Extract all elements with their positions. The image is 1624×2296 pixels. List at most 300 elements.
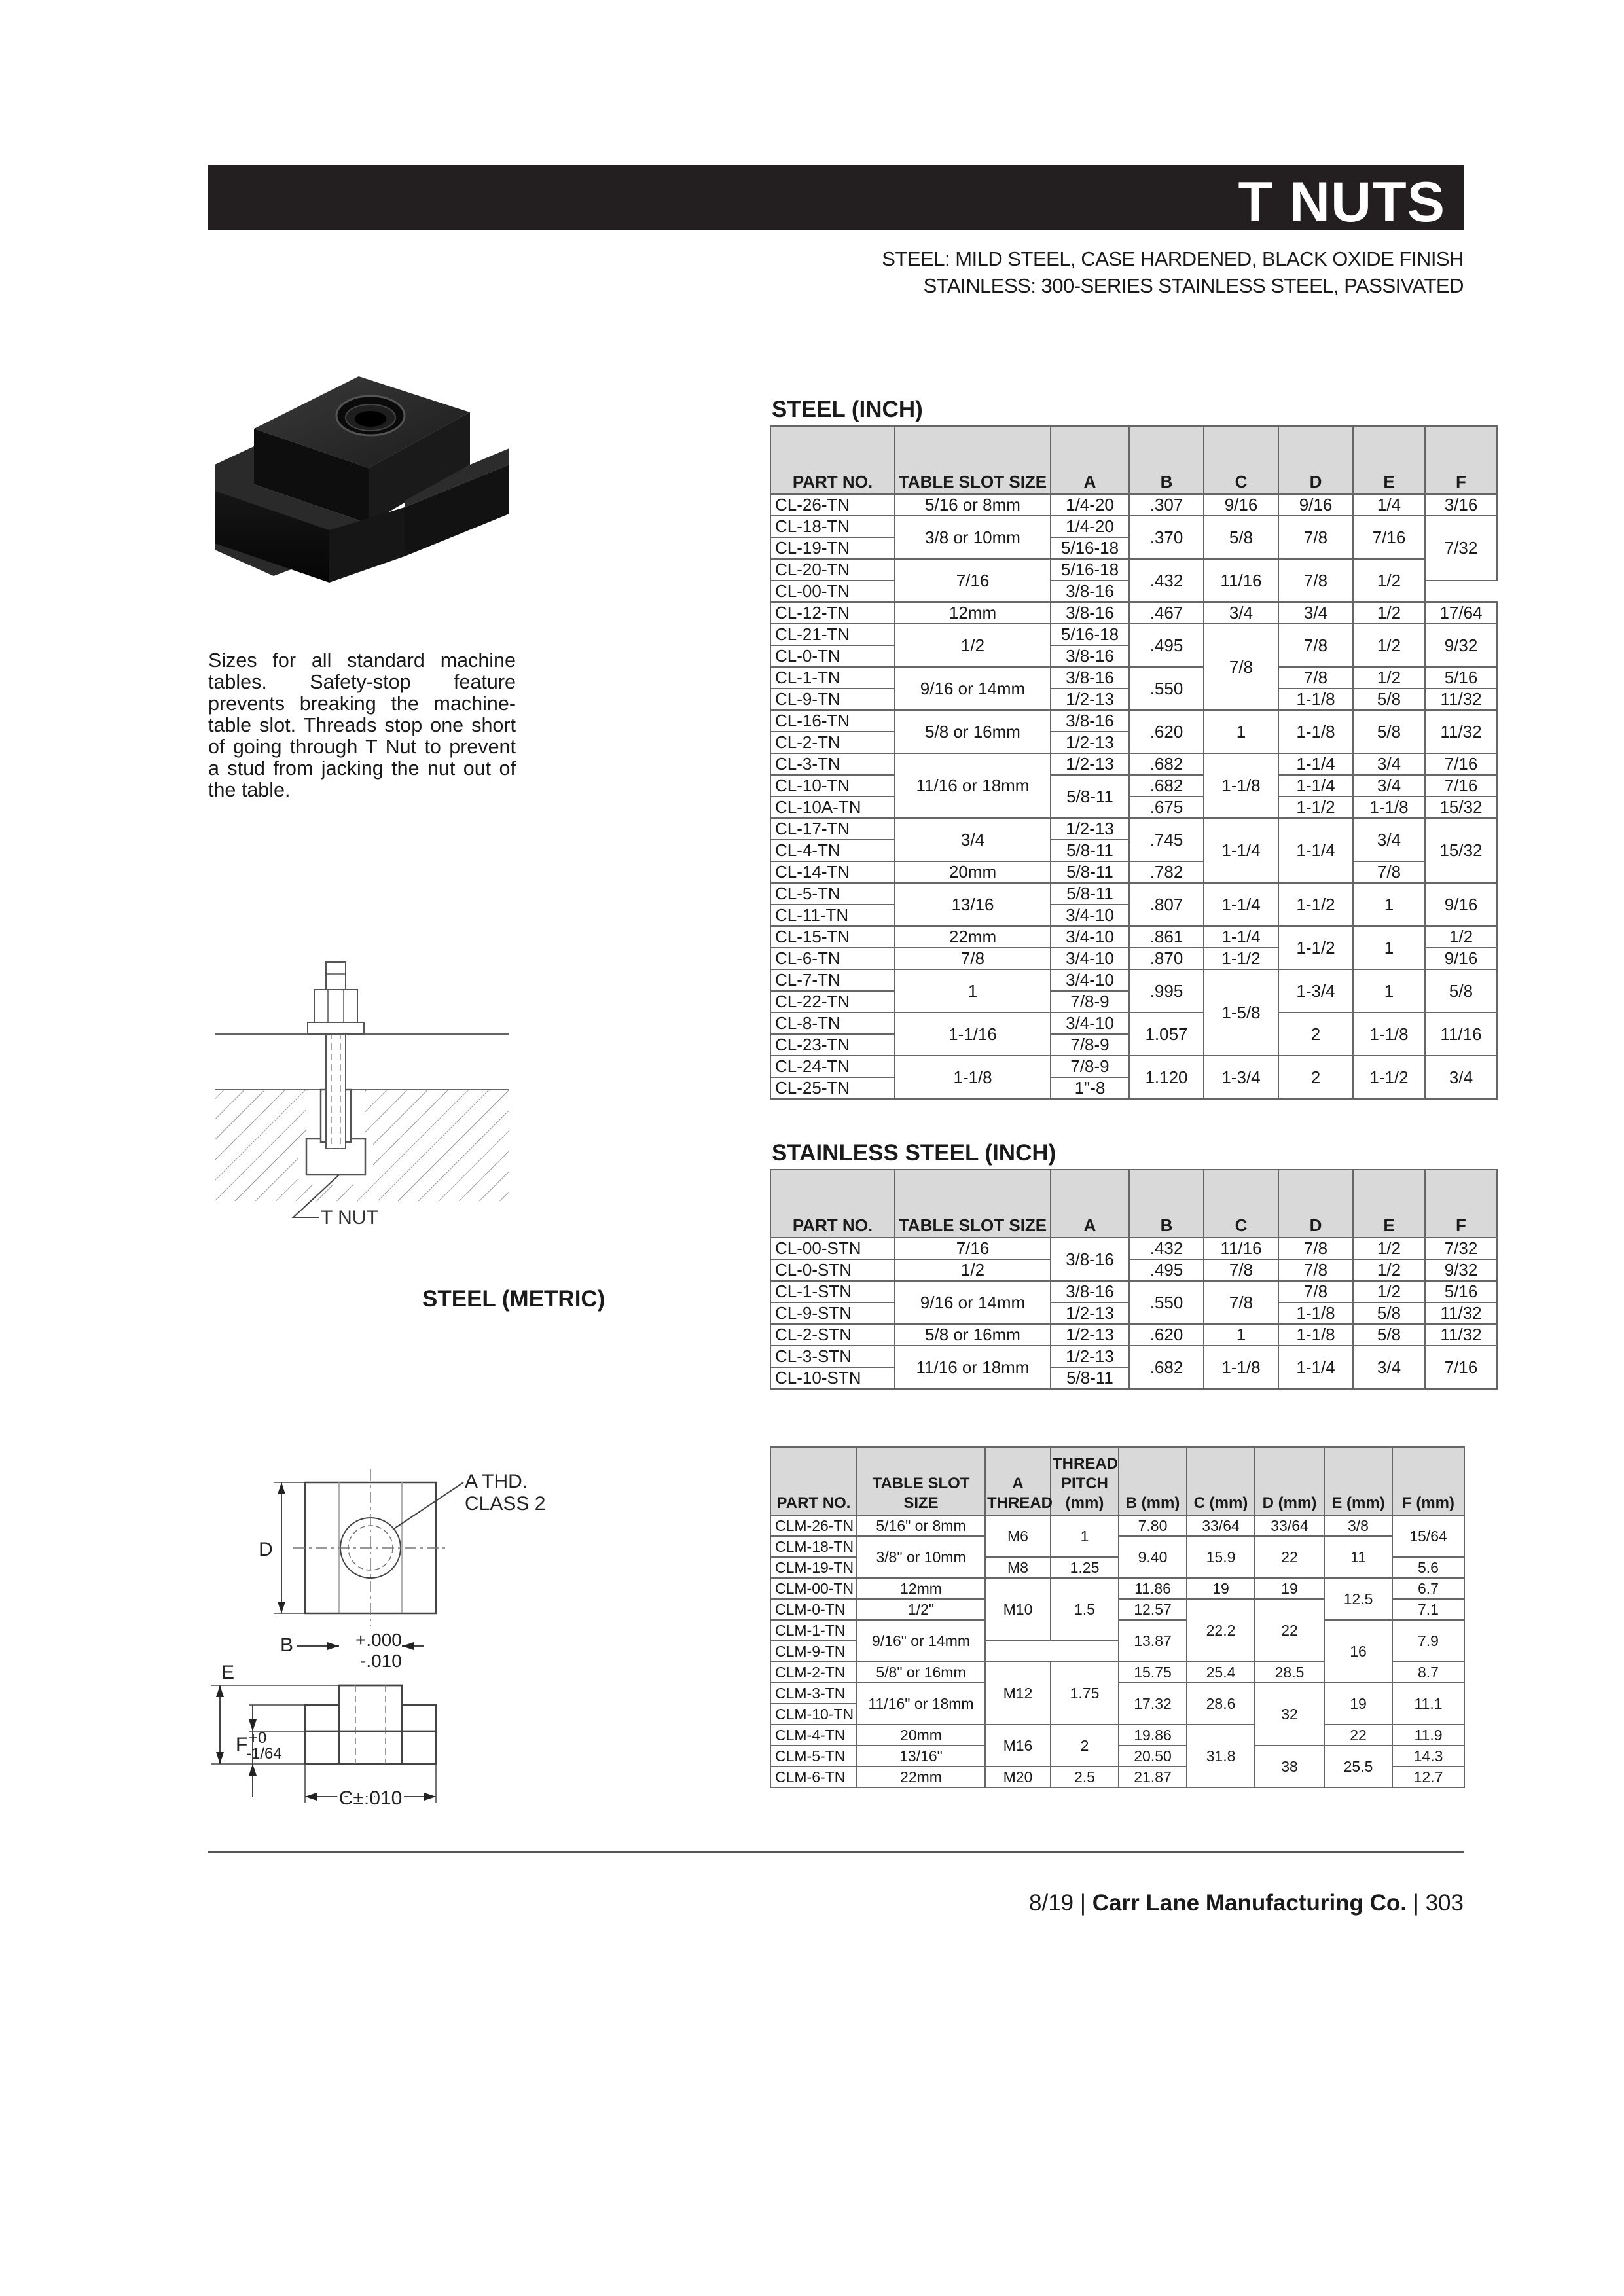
table-cell: 7/16 (895, 1238, 1051, 1259)
table-cell: 13/16" (857, 1746, 985, 1767)
table-cell: 7/8 (1278, 624, 1353, 667)
table-cell: 28.6 (1187, 1683, 1255, 1725)
stainless-inch-table (770, 1169, 1498, 1390)
tnut-label: T NUT (321, 1207, 378, 1229)
part-number-cell: CL-11-TN (770, 905, 895, 926)
table-cell: 9/32 (1425, 624, 1497, 667)
table-cell: .870 (1129, 948, 1204, 969)
dim-b-plus: +.000 (355, 1630, 402, 1650)
table-cell: 3/4 (1278, 602, 1353, 624)
spec-line-steel: STEEL: MILD STEEL, CASE HARDENED, BLACK OXIDE FINISH (882, 247, 1464, 270)
dim-a-thd: A THD. (465, 1471, 528, 1492)
table-cell: 5/8 (1425, 969, 1497, 1013)
table-cell: 5/8 (1353, 689, 1425, 710)
part-number-cell: CL-26-TN (770, 494, 895, 516)
table-cell: 20mm (895, 861, 1051, 883)
table-cell: 7/8 (1204, 1281, 1278, 1324)
table-row (770, 1259, 1497, 1281)
table-cell: 5/16-18 (1051, 559, 1129, 581)
part-number-cell: CL-9-STN (770, 1302, 895, 1324)
table-cell: 11.86 (1119, 1578, 1187, 1599)
table-cell: 1-1/2 (1353, 1056, 1425, 1099)
table-cell: M16 (985, 1725, 1051, 1767)
table-row (770, 1281, 1497, 1302)
table-cell: 3/4-10 (1051, 969, 1129, 991)
table-cell: 7/8 (1278, 1259, 1353, 1281)
table-cell: 19 (1255, 1578, 1324, 1599)
col-e: E (1353, 426, 1425, 494)
table-cell: 2 (1051, 1725, 1119, 1767)
table-cell: 1/2 (895, 1259, 1051, 1281)
table-cell: 1/2-13 (1051, 689, 1129, 710)
part-number-cell: CL-10-TN (770, 775, 895, 797)
table-cell: 1-1/4 (1278, 818, 1353, 883)
table-cell: 5/8-11 (1051, 861, 1129, 883)
steel-inch-table (770, 425, 1498, 1100)
table-cell: 1 (1204, 710, 1278, 753)
part-number-cell: CLM-1-TN (770, 1620, 857, 1641)
part-number-cell: CL-5-TN (770, 883, 895, 905)
table-cell: 3/4-10 (1051, 1013, 1129, 1034)
table-cell: 17/64 (1425, 602, 1497, 624)
table-cell: 7/16 (1425, 1346, 1497, 1389)
product-description: Sizes for all standard machine tables. Safety-stop feature prevents breaking the machine-table slot. Threads stop one short of going through T Nut to prevent a stud from jacking the nut out of the table. (208, 649, 516, 801)
table-row (770, 667, 1497, 689)
table-cell: 38 (1255, 1746, 1324, 1787)
table-cell: 9/16 (1278, 494, 1353, 516)
col-c-mm: C (mm) (1187, 1447, 1255, 1515)
table-cell: 5/16-18 (1051, 624, 1129, 645)
table-cell: 22mm (895, 926, 1051, 948)
footer (1029, 1890, 1464, 1916)
table-cell: 1-1/8 (1278, 689, 1353, 710)
table-cell: 1-1/4 (1204, 926, 1278, 948)
dim-f: F (236, 1734, 248, 1755)
table-cell: 15.75 (1119, 1662, 1187, 1683)
table-cell: 1-1/8 (1353, 1013, 1425, 1056)
table-cell: .550 (1129, 667, 1204, 710)
table-cell: 15/64 (1392, 1515, 1464, 1557)
table-cell: .682 (1129, 775, 1204, 797)
table-cell: 1-1/2 (1278, 883, 1353, 926)
col-b-mm: B (mm) (1119, 1447, 1187, 1515)
part-number-cell: CLM-00-TN (770, 1578, 857, 1599)
table-row (770, 797, 1497, 818)
table-cell: 19 (1324, 1683, 1392, 1725)
table-cell: 1/4-20 (1051, 516, 1129, 537)
table-row (770, 602, 1497, 624)
part-number-cell: CL-18-TN (770, 516, 895, 537)
col-b: B (1129, 426, 1204, 494)
table-cell: 19 (1187, 1578, 1255, 1599)
table-cell: 7/16 (1425, 775, 1497, 797)
steel-inch-rows (770, 494, 1497, 1099)
table-row (770, 1013, 1497, 1034)
steel-inch-heading: STEEL (INCH) (772, 397, 923, 422)
table-cell: 32 (1255, 1683, 1324, 1746)
table-cell: 7/8-9 (1051, 1034, 1129, 1056)
table-cell: 33/64 (1187, 1515, 1255, 1536)
part-number-cell: CLM-26-TN (770, 1515, 857, 1536)
table-cell: .682 (1129, 1346, 1204, 1389)
part-number-cell: CL-1-TN (770, 667, 895, 689)
part-number-cell: CLM-3-TN (770, 1683, 857, 1704)
table-cell: 15/32 (1425, 818, 1497, 883)
table-cell: 9/16" or 14mm (857, 1620, 985, 1662)
part-number-cell: CL-17-TN (770, 818, 895, 840)
table-cell: 1/2-13 (1051, 1324, 1129, 1346)
table-cell: 1-1/4 (1204, 883, 1278, 926)
table-cell: M20 (985, 1767, 1051, 1787)
tnut-photo (208, 367, 522, 615)
part-number-cell: CL-6-TN (770, 948, 895, 969)
tnut-section-diagram (208, 942, 549, 1244)
table-cell: 7/16 (895, 559, 1051, 602)
part-number-cell: CL-21-TN (770, 624, 895, 645)
table-cell: 33/64 (1255, 1515, 1324, 1536)
table-cell: 1-1/8 (1353, 797, 1425, 818)
table-cell: .782 (1129, 861, 1204, 883)
part-number-cell: CL-14-TN (770, 861, 895, 883)
dim-class2: CLASS 2 (465, 1493, 546, 1515)
table-cell: 9/16 or 14mm (895, 1281, 1051, 1324)
table-cell: 1/2 (1353, 1259, 1425, 1281)
table-cell: 1-3/4 (1204, 1056, 1278, 1099)
table-cell: 1-3/4 (1278, 969, 1353, 1013)
table-cell: 20.50 (1119, 1746, 1187, 1767)
table-cell: 3/8-16 (1051, 667, 1129, 689)
col-table-slot-size: TABLE SLOT SIZE (857, 1447, 985, 1515)
part-number-cell: CL-20-TN (770, 559, 895, 581)
table-cell: .370 (1129, 516, 1204, 559)
table-row (770, 926, 1497, 948)
table-cell: 11/16" or 18mm (857, 1683, 985, 1725)
table-cell: .620 (1129, 710, 1204, 753)
table-cell: 3/4-10 (1051, 926, 1129, 948)
col-f: F (1425, 1170, 1497, 1238)
table-cell: 1/2 (1353, 624, 1425, 667)
table-cell: 1/2 (1425, 926, 1497, 948)
table-cell: 11/32 (1425, 710, 1497, 753)
table-cell: M12 (985, 1662, 1051, 1725)
table-cell: 6.7 (1392, 1578, 1464, 1599)
table-cell: 22.2 (1187, 1599, 1255, 1662)
table-cell: 22 (1255, 1599, 1324, 1662)
table-cell: 9/16 or 14mm (895, 667, 1051, 710)
table-cell: 3/8-16 (1051, 581, 1129, 602)
part-number-cell: CL-0-TN (770, 645, 895, 667)
table-cell: 1 (895, 969, 1051, 1013)
table-cell: 5/8 (1353, 1324, 1425, 1346)
col-thread-pitch: THREAD PITCH (mm) (1051, 1447, 1119, 1515)
part-number-cell: CLM-18-TN (770, 1536, 857, 1557)
table-cell: 5/16 (1425, 1281, 1497, 1302)
steel-metric-table (770, 1446, 1465, 1788)
table-cell: 1-5/8 (1204, 969, 1278, 1056)
table-cell: 1-1/4 (1278, 753, 1353, 775)
part-number-cell: CLM-9-TN (770, 1641, 857, 1662)
table-cell: 1-1/8 (1278, 710, 1353, 753)
table-cell: 7/16 (1425, 753, 1497, 775)
part-number-cell: CLM-4-TN (770, 1725, 857, 1746)
col-part-no: PART NO. (770, 426, 895, 494)
table-cell: 11/16 or 18mm (895, 1346, 1051, 1389)
table-cell: 11/16 (1204, 559, 1278, 602)
table-cell: 20mm (857, 1725, 985, 1746)
table-cell: 1/2 (1353, 559, 1425, 602)
table-cell: 5/8-11 (1051, 775, 1129, 818)
table-cell: 1 (1204, 1324, 1278, 1346)
table-cell: 5/16" or 8mm (857, 1515, 985, 1536)
dim-f-plus: +0 (249, 1729, 267, 1747)
col-e: E (1353, 1170, 1425, 1238)
part-number-cell: CL-00-STN (770, 1238, 895, 1259)
table-cell: 5/8" or 16mm (857, 1662, 985, 1683)
table-cell: 25.5 (1324, 1746, 1392, 1787)
table-cell: 5/8 (1353, 1302, 1425, 1324)
footer-date: 8/19 (1029, 1890, 1074, 1916)
table-cell: 7/8 (1278, 559, 1353, 602)
table-cell: 1.120 (1129, 1056, 1204, 1099)
dim-c: C±.010 (338, 1787, 403, 1809)
col-c: C (1204, 426, 1278, 494)
table-cell: 3/8 (1324, 1515, 1392, 1536)
table-row (770, 559, 1497, 581)
table-row (770, 1056, 1497, 1077)
col-e-mm: E (mm) (1324, 1447, 1392, 1515)
table-cell: M6 (985, 1515, 1051, 1557)
part-number-cell: CL-22-TN (770, 991, 895, 1013)
table-cell: 3/4-10 (1051, 948, 1129, 969)
col-b: B (1129, 1170, 1204, 1238)
table-cell: 12mm (857, 1578, 985, 1599)
table-row (770, 624, 1497, 645)
table-cell: 25.4 (1187, 1662, 1255, 1683)
table-cell: 31.8 (1187, 1725, 1255, 1787)
footer-rule (208, 1851, 1464, 1853)
table-row (770, 775, 1497, 797)
table-cell: 13/16 (895, 883, 1051, 926)
table-row (770, 753, 1497, 775)
stainless-inch-rows (770, 1238, 1497, 1389)
table-cell: 14.3 (1392, 1746, 1464, 1767)
table-cell: 7/16 (1353, 516, 1425, 559)
table-cell: 22mm (857, 1767, 985, 1787)
table-cell: .995 (1129, 969, 1204, 1013)
table-cell: 1/4-20 (1051, 494, 1129, 516)
table-cell: 9/32 (1425, 1259, 1497, 1281)
col-d: D (1278, 1170, 1353, 1238)
part-number-cell: CL-1-STN (770, 1281, 895, 1302)
stainless-inch-heading: STAINLESS STEEL (INCH) (772, 1140, 1056, 1166)
table-cell: 3/8-16 (1051, 602, 1129, 624)
table-cell: 3/8-16 (1051, 1281, 1129, 1302)
table-cell: 1/2 (1353, 1281, 1425, 1302)
table-cell: 1/2 (1353, 667, 1425, 689)
part-number-cell: CLM-5-TN (770, 1746, 857, 1767)
table-cell: 1-1/8 (1278, 1302, 1353, 1324)
col-table-slot-size: TABLE SLOT SIZE (895, 426, 1051, 494)
part-number-cell: CL-23-TN (770, 1034, 895, 1056)
table-cell: 1 (1051, 1515, 1119, 1557)
table-cell: 3/4 (895, 818, 1051, 861)
table-cell: .682 (1129, 753, 1204, 775)
table-cell: 7/32 (1425, 516, 1497, 581)
table-cell: 19.86 (1119, 1725, 1187, 1746)
part-number-cell: CL-16-TN (770, 710, 895, 732)
part-number-cell: CL-10-STN (770, 1367, 895, 1389)
table-cell: 11/32 (1425, 1324, 1497, 1346)
table-cell: 1-1/2 (1204, 948, 1278, 969)
part-number-cell: CL-2-STN (770, 1324, 895, 1346)
table-cell: 11/16 (1425, 1013, 1497, 1056)
part-number-cell: CL-25-TN (770, 1077, 895, 1099)
footer-page-number: 303 (1425, 1890, 1464, 1916)
table-cell: 5/8 (1204, 516, 1278, 559)
table-cell: 11/32 (1425, 689, 1497, 710)
table-cell: 3/4 (1353, 753, 1425, 775)
table-cell: 5/8 or 16mm (895, 1324, 1051, 1346)
col-a: A (1051, 1170, 1129, 1238)
table-cell: 15.9 (1187, 1536, 1255, 1578)
table-cell: 3/4 (1353, 818, 1425, 861)
table-cell: 7.1 (1392, 1599, 1464, 1620)
footer-separator: | (1079, 1890, 1086, 1916)
table-cell: 1 (1353, 926, 1425, 969)
table-cell: 3/8-16 (1051, 1238, 1129, 1281)
table-cell: 22 (1324, 1725, 1392, 1746)
part-number-cell: CLM-6-TN (770, 1767, 857, 1787)
footer-company: Carr Lane Manufacturing Co. (1092, 1890, 1407, 1916)
material-spec (882, 245, 1464, 299)
table-cell: 9/16 (1425, 948, 1497, 969)
col-f: F (1425, 426, 1497, 494)
part-number-cell: CL-2-TN (770, 732, 895, 753)
part-number-cell: CL-3-TN (770, 753, 895, 775)
table-row (770, 516, 1497, 537)
table-cell: 1 (1353, 883, 1425, 926)
table-cell: .495 (1129, 1259, 1204, 1281)
table-cell: 1/2 (895, 624, 1051, 667)
table-cell: 22 (1255, 1536, 1324, 1578)
table-cell: 2.5 (1051, 1767, 1119, 1787)
table-cell: 9.40 (1119, 1536, 1187, 1578)
table-cell: 13.87 (1119, 1620, 1187, 1662)
table-cell: 7/8 (895, 948, 1051, 969)
col-part-no: PART NO. (770, 1170, 895, 1238)
table-cell: 1.057 (1129, 1013, 1204, 1056)
table-cell: 28.5 (1255, 1662, 1324, 1683)
table-cell: 1-1/8 (1278, 1324, 1353, 1346)
steel-metric-rows (770, 1515, 1464, 1787)
spec-line-stainless: STAINLESS: 300-SERIES STAINLESS STEEL, PASSIVATED (923, 274, 1464, 297)
table-row (770, 861, 1497, 883)
table-cell: .620 (1129, 1324, 1204, 1346)
table-cell: 2 (1278, 1056, 1353, 1099)
table-cell: 1-1/16 (895, 1013, 1051, 1056)
table-row (770, 1515, 1464, 1536)
table-cell: 1/2 (1353, 1238, 1425, 1259)
part-number-cell: CL-7-TN (770, 969, 895, 991)
table-cell: 1"-8 (1051, 1077, 1129, 1099)
part-number-cell: CL-0-STN (770, 1259, 895, 1281)
table-cell: 3/8" or 10mm (857, 1536, 985, 1578)
table-cell: .495 (1129, 624, 1204, 667)
table-cell: 11/16 (1204, 1238, 1278, 1259)
table-cell: 2 (1278, 1013, 1353, 1056)
table-row (770, 494, 1497, 516)
table-cell: 5/16 or 8mm (895, 494, 1051, 516)
table-cell: 7/8-9 (1051, 1056, 1129, 1077)
table-cell: 7/8 (1353, 861, 1425, 883)
table-cell: 5/8 (1353, 710, 1425, 753)
table-cell: 7/8 (1278, 516, 1353, 559)
table-cell: 3/4 (1353, 1346, 1425, 1389)
table-cell: 11 (1324, 1536, 1392, 1578)
col-a: A (1051, 426, 1129, 494)
part-number-cell: CL-15-TN (770, 926, 895, 948)
table-row (770, 1578, 1464, 1599)
table-cell: M8 (985, 1557, 1051, 1578)
table-row (770, 1324, 1497, 1346)
table-cell: 9/16 (1204, 494, 1278, 516)
table-cell: 12mm (895, 602, 1051, 624)
part-number-cell: CL-00-TN (770, 581, 895, 602)
table-cell: 1/2-13 (1051, 1346, 1129, 1367)
table-cell: 3/16 (1425, 494, 1497, 516)
table-row (770, 1346, 1497, 1367)
part-number-cell: CL-24-TN (770, 1056, 895, 1077)
table-cell: 7/32 (1425, 1238, 1497, 1259)
table-cell: 5/16-18 (1051, 537, 1129, 559)
table-cell: 3/8-16 (1051, 710, 1129, 732)
table-cell: 1/2-13 (1051, 1302, 1129, 1324)
title-bar (208, 165, 1464, 234)
table-cell: 1/2 (1353, 602, 1425, 624)
table-cell: 16 (1324, 1620, 1392, 1683)
table-cell: 15/32 (1425, 797, 1497, 818)
dim-b-minus: -.010 (360, 1651, 402, 1671)
table-cell: 5/8-11 (1051, 883, 1129, 905)
table-cell: .745 (1129, 818, 1204, 861)
part-number-cell: CLM-19-TN (770, 1557, 857, 1578)
dim-b: B (280, 1634, 294, 1656)
table-cell: 11/32 (1425, 1302, 1497, 1324)
table-cell: 7/8 (1278, 1281, 1353, 1302)
table-row (770, 1238, 1497, 1259)
table-row (770, 818, 1497, 840)
table-cell: .432 (1129, 559, 1204, 602)
table-cell: 5.6 (1392, 1557, 1464, 1578)
table-cell: 1-1/2 (1278, 926, 1353, 969)
table-cell: 7.9 (1392, 1620, 1464, 1662)
table-cell: 1.75 (1051, 1662, 1119, 1725)
table-cell: 5/8 or 16mm (895, 710, 1051, 753)
table-row (770, 710, 1497, 732)
table-cell: 1-1/4 (1278, 1346, 1353, 1389)
table-cell: 7/8 (1204, 1259, 1278, 1281)
footer-separator: | (1413, 1890, 1419, 1916)
table-cell: 1-1/8 (1204, 1346, 1278, 1389)
table-row (770, 883, 1497, 905)
table-cell: 1-1/8 (1204, 753, 1278, 818)
col-d-mm: D (mm) (1255, 1447, 1324, 1515)
part-number-cell: CL-8-TN (770, 1013, 895, 1034)
table-cell: .467 (1129, 602, 1204, 624)
table-cell: .675 (1129, 797, 1204, 818)
table-cell: 1 (1353, 969, 1425, 1013)
part-number-cell: CLM-10-TN (770, 1704, 857, 1725)
